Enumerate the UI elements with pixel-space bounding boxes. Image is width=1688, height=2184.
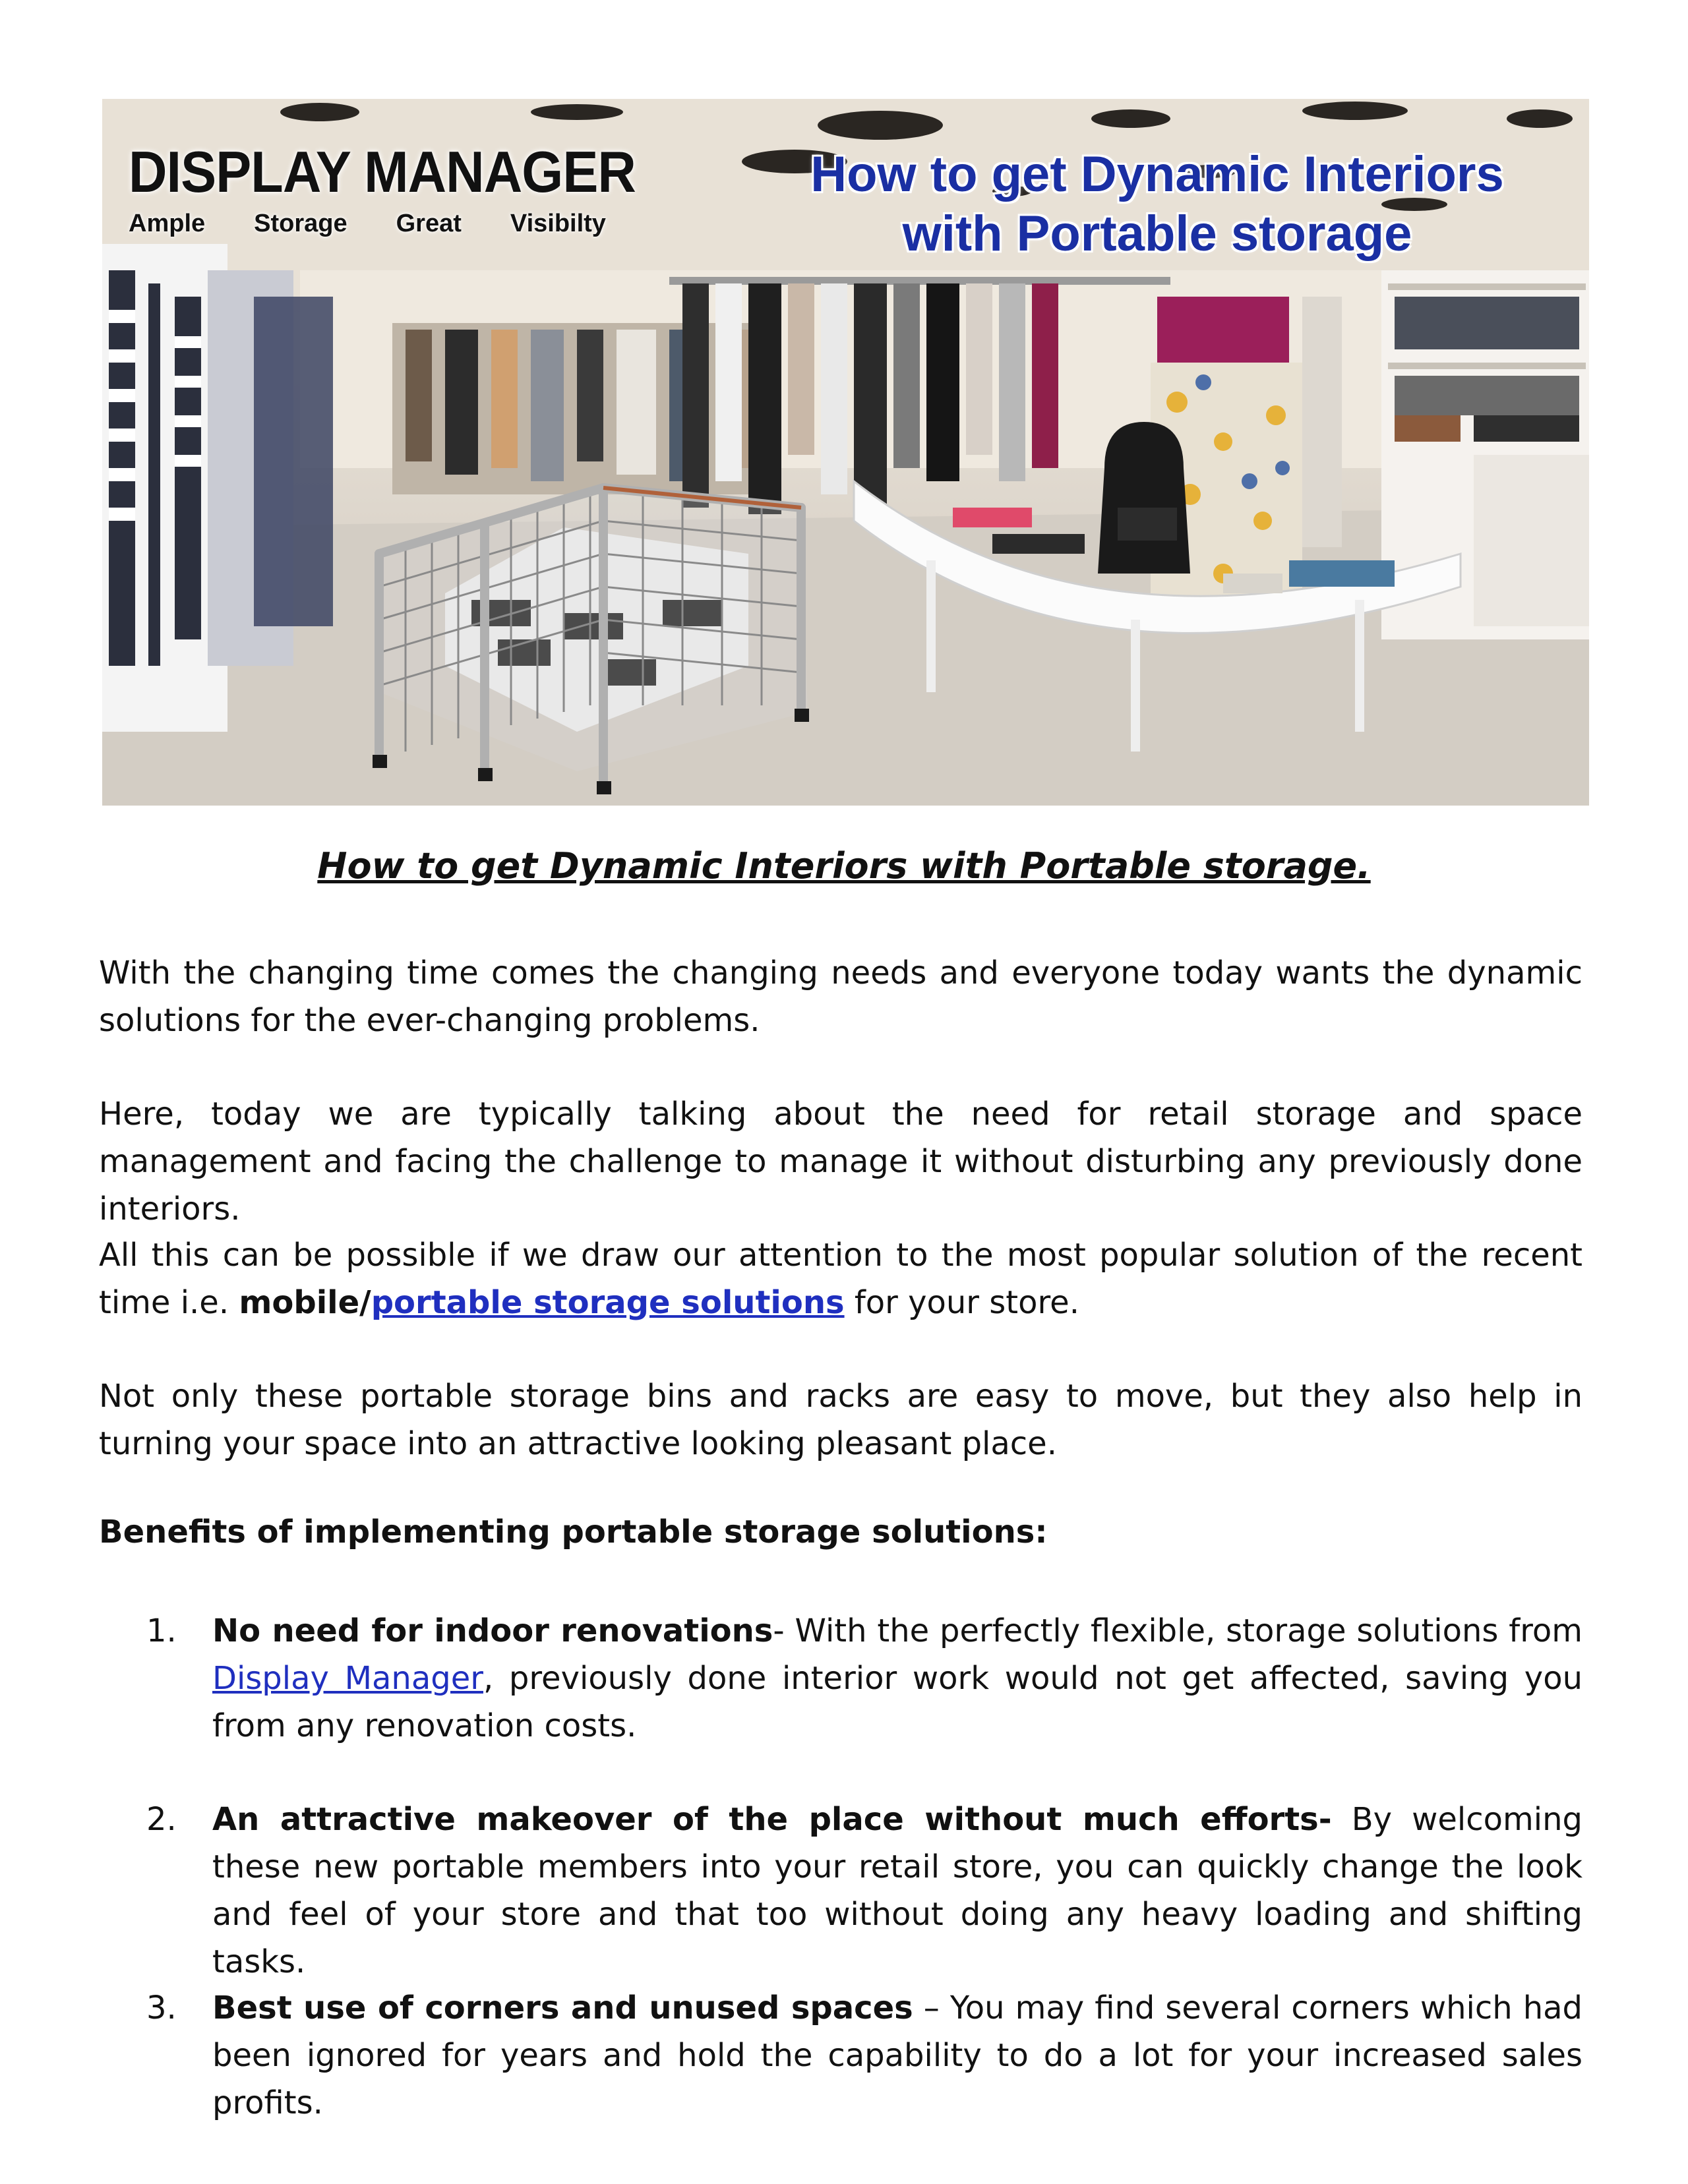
tagline-word: Great bbox=[396, 210, 462, 237]
benefit-body: By welcoming these new portable members into your retail store, you can quickly change the look and feel of your store and that too without doing any heavy loading and shifting tasks. bbox=[212, 1801, 1583, 1980]
hero-banner bbox=[102, 99, 1589, 806]
list-number: 3. bbox=[146, 1990, 177, 2026]
banner-headline bbox=[748, 145, 1566, 264]
benefit-title: An attractive makeover of the place without much efforts- bbox=[212, 1801, 1332, 1838]
benefit-title: Best use of corners and unused spaces bbox=[212, 1990, 913, 2026]
benefits-heading: Benefits of implementing portable storage solutions: bbox=[99, 1514, 1048, 1550]
portable-storage-solutions-link[interactable]: portable storage solutions bbox=[371, 1284, 845, 1321]
tagline-word: Ample bbox=[129, 210, 206, 237]
paragraph-benefits-intro: Not only these portable storage bins and racks are easy to move, but they also help in turning your space into an attractive looking pleasant place. bbox=[99, 1378, 1582, 1462]
paragraph-text: for your store. bbox=[844, 1284, 1079, 1321]
paragraph-retail-storage: Here, today we are typically talking about the need for retail storage and space management and facing the challenge to manage it without disturbing any previously done interiors. bbox=[99, 1096, 1582, 1227]
paragraph-solution bbox=[99, 1231, 1582, 1326]
benefit-text bbox=[212, 1984, 1582, 2127]
brand-logo-text: DISPLAY MANAGER bbox=[129, 139, 636, 204]
banner-headline-line: How to get Dynamic Interiors bbox=[810, 146, 1504, 202]
display-manager-link[interactable]: Display Manager bbox=[212, 1660, 483, 1697]
list-number: 1. bbox=[146, 1612, 177, 1649]
benefit-body: – You may find several corners which had been ignored for years and hold the capability to do a lot for your increased sales profits. bbox=[212, 1990, 1583, 2121]
benefit-title: No need for indoor renovations bbox=[212, 1612, 773, 1649]
benefit-item bbox=[146, 1796, 1582, 1986]
benefit-item bbox=[146, 1607, 1582, 1750]
benefit-text bbox=[212, 1796, 1582, 1986]
paragraph-text: All this can be possible if we draw our attention to the most popular solution of the recent time i.e. bbox=[99, 1237, 1582, 1321]
tagline-word: Visibilty bbox=[510, 210, 606, 237]
benefit-body: , previously done interior work would not get affected, saving you from any renovation costs. bbox=[212, 1660, 1582, 1744]
article-title: How to get Dynamic Interiors with Portable storage. bbox=[317, 845, 1371, 887]
paragraph-intro: With the changing time comes the changing needs and everyone today wants the dynamic solutions for the ever-changing problems. bbox=[99, 955, 1582, 1039]
benefit-text bbox=[212, 1607, 1582, 1750]
bold-text: mobile/ bbox=[239, 1284, 371, 1321]
tagline-word: Storage bbox=[254, 210, 347, 237]
brand-tagline bbox=[129, 210, 606, 238]
benefit-body: - With the perfectly flexible, storage solutions from bbox=[773, 1612, 1583, 1649]
list-number: 2. bbox=[146, 1801, 177, 1838]
banner-headline-line: with Portable storage bbox=[902, 206, 1412, 262]
benefit-item bbox=[146, 1984, 1582, 2127]
